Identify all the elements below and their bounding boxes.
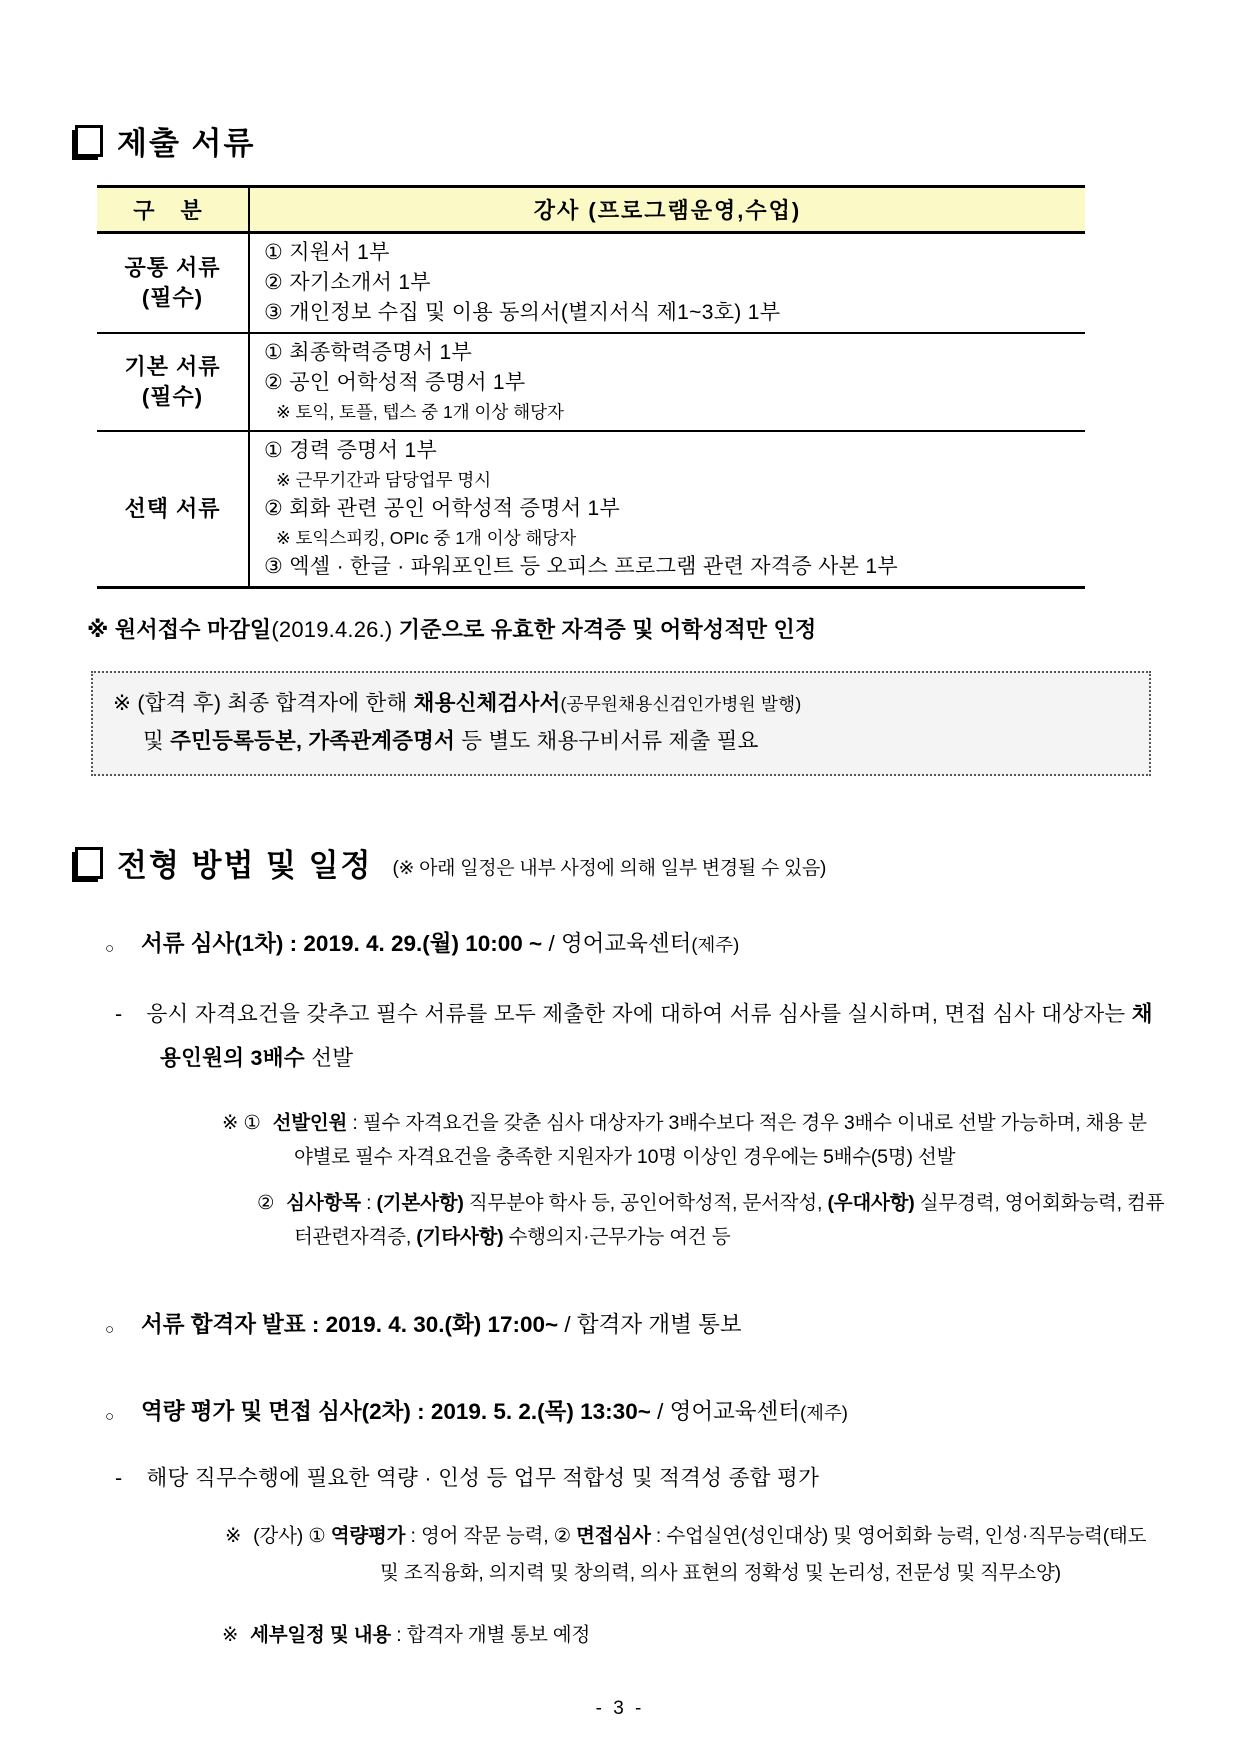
row-label-optional: 선택 서류: [97, 431, 249, 588]
table-header-row: [97, 187, 1085, 233]
dash-bullet-icon: -: [115, 1002, 123, 1026]
circle-bullet-icon: ○: [105, 940, 115, 957]
box-line-1: ※ (합격 후) 최종 합격자에 한해 채용신체검사서(공무원채용신검인가병원 발행): [113, 691, 802, 715]
submission-documents-table: [97, 185, 1085, 589]
detail-schedule-note: ※ 세부일정 및 내용 : 합격자 개별 통보 예정: [222, 1624, 591, 1646]
table-row-optional-docs: [97, 431, 1085, 588]
shadowed-square-icon: [75, 125, 103, 157]
doc-item: ① 최종학력증명서 1부: [264, 341, 473, 364]
table-row-basic-docs: [97, 333, 1085, 431]
instructor-evaluation-note: ※ (강사) ① 역량평가 : 영어 작문 능력, ② 면접심사 : 수업실연(성인대상) 및 영어회화 능력, 인성·직무능력(태도 및 조직융화, 의지력 및 창의력, 의사 표현의 정확성 및 논리성, 전문성 및 직무소양): [225, 1525, 1147, 1584]
doc-item: ① 지원서 1부: [264, 241, 390, 264]
table-row-common-docs: [97, 233, 1085, 334]
validity-deadline-note: ※ 원서접수 마감일(2019.4.26.) 기준으로 유효한 자격증 및 어학성적만 인정: [87, 617, 817, 642]
box-line-2: 및 주민등록등본, 가족관계증명서 등 별도 채용구비서류 제출 필요: [143, 729, 759, 753]
competency-interview-detail: - 해당 직무수행에 필요한 역량 · 인성 등 업무 적합성 및 적격성 종합 평가: [115, 1466, 820, 1490]
doc-item-note: ※ 토익스피킹, OPIc 중 1개 이상 해당자: [276, 528, 577, 548]
review-criteria-note: ② 심사항목 : (기본사항) 직무분야 학사 등, 공인어학성적, 문서작성, (우대사항) 실무경력, 영어회화능력, 컴퓨터관련자격증, (기타사항) 수행의지·근무가능 여건 등: [257, 1192, 1165, 1248]
reference-mark-icon: ※: [225, 1525, 242, 1547]
row-label-basic: 기본 서류 (필수): [97, 333, 249, 431]
screening-round1-item: ○ 서류 심사(1차) : 2019. 4. 29.(월) 10:00 ~ / 영어교육센터(제주): [105, 929, 1165, 964]
doc-item-note: ※ 근무기간과 담당업무 명시: [276, 470, 492, 490]
section2-title-note: (※ 아래 일정은 내부 사정에 의해 일부 변경될 수 있음): [392, 858, 827, 879]
section2-heading: [75, 840, 1165, 885]
doc-item: ③ 개인정보 수집 및 이용 동의서(별지서식 제1~3호) 1부: [264, 301, 781, 324]
screening-round1-detail: - 응시 자격요건을 갖추고 필수 서류를 모두 제출한 자에 대하여 서류 심사를 실시하며, 면접 심사 대상자는 채용인원의 3배수 선발: [115, 1002, 1153, 1070]
circle-bullet-icon: ○: [105, 1321, 115, 1338]
circled-two-icon: ②: [257, 1192, 275, 1214]
doc-item: ② 회화 관련 공인 어학성적 증명서 1부: [264, 497, 621, 520]
doc-item: ② 자기소개서 1부: [264, 271, 431, 294]
page-number: - 3 -: [595, 1698, 645, 1719]
doc-item: ① 경력 증명서 1부: [264, 439, 438, 462]
dash-bullet-icon: -: [115, 1466, 123, 1490]
post-pass-required-docs-box: [91, 671, 1151, 776]
section-submission-documents: [75, 118, 1165, 776]
column-header-category: 구 분: [97, 187, 249, 233]
document-pass-announcement-item: ○ 서류 합격자 발표 : 2019. 4. 30.(화) 17:00~ / 합격자 개별 통보: [105, 1310, 1165, 1345]
doc-item-note: ※ 토익, 토플, 텝스 중 1개 이상 해당자: [276, 402, 564, 422]
doc-item: ③ 엑셀 · 한글 · 파워포인트 등 오피스 프로그램 관련 자격증 사본 1부: [264, 555, 898, 578]
selection-count-note: ※ ① 선발인원 : 필수 자격요건을 갖춘 심사 대상자가 3배수보다 적은 경우 3배수 이내로 선발 가능하며, 채용 분야별로 필수 자격요건을 충족한 지원자가 10명 이상인 경우에는 5배수(5명) 선발: [222, 1112, 1147, 1168]
shadowed-square-icon: [75, 847, 103, 879]
reference-mark-icon: ※: [222, 1624, 239, 1646]
circle-bullet-icon: ○: [105, 1408, 115, 1425]
section1-title: 제출 서류: [117, 126, 256, 161]
section1-heading: [75, 118, 1165, 163]
section2-title: 전형 방법 및 일정: [117, 848, 373, 883]
doc-item: ② 공인 어학성적 증명서 1부: [264, 371, 526, 394]
column-header-instructor: 강사 (프로그램운영,수업): [249, 187, 1085, 233]
section-selection-method-schedule: [75, 840, 1165, 1652]
reference-mark-icon: ※ ①: [222, 1112, 261, 1134]
competency-interview-item: ○ 역량 평가 및 면접 심사(2차) : 2019. 5. 2.(목) 13:30~ / 영어교육센터(제주): [105, 1397, 1165, 1432]
row-label-common: 공통 서류 (필수): [97, 233, 249, 334]
